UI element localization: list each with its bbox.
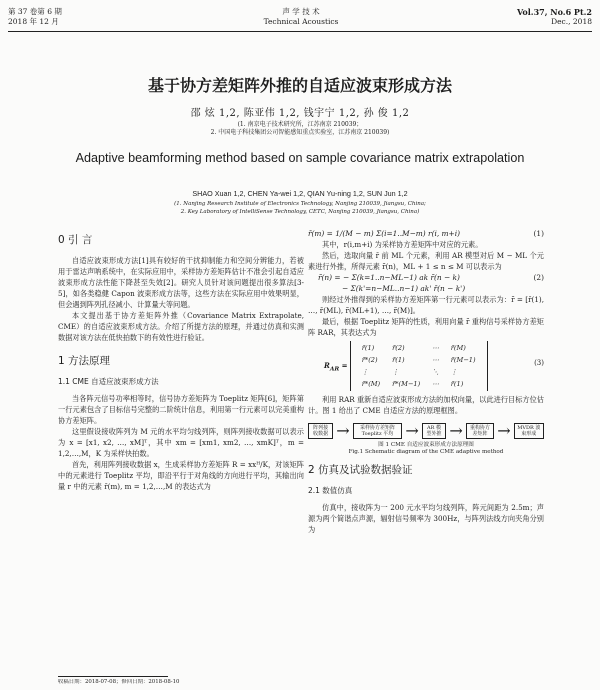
right-paragraph-5: 利用 RAR 重新自适应波束形成方法的加权向量，以此进行目标方位估计。图 1 给出了 CME 自适应方法的原理框图。 <box>308 395 544 415</box>
equation-2 <box>308 272 544 283</box>
figure-caption-cn: 图 1 CME 自适应波束形成方法原理图 <box>378 442 474 448</box>
journal-cn: 声 学 技 术 <box>282 7 320 16</box>
intro-paragraph-1: 自适应波束形成方法[1]具有较好的干扰抑制能力和空间分辨能力，若被用于雷达声呐系统中，在实际应用中，采样协方差矩阵估计不准会引起自适应波束形成方法性能下降甚至失效[2]。研究人员针对该问题提出很多算法[3-5]，如各类稳健 Capon 波束形成方法等，这些方法在实际应用中效果明显，但会遇到阵列孔径减小、计算量大等问题。 <box>58 256 304 309</box>
equation-3-number: (3) <box>534 359 544 367</box>
toeplitz-matrix: r̃(1) r̃(2) ⋯ r̃(M) r̃*(2) r̃(1) ⋯ r̃(M−1) ⋮ ⋮ ⋱ ⋮ r̃*(M) r̃*(M−1) ⋯ r̃(1) <box>350 341 488 391</box>
volume-cn: 第 37 卷第 6 期 <box>8 7 62 16</box>
equation-1-body: r̄(m) = 1/(M − m) Σ(i=1..M−m) r(i, m+i) <box>308 229 460 238</box>
subsection-heading-cme: 1.1 CME 自适应波束形成方法 <box>58 377 159 386</box>
left-column <box>58 228 304 492</box>
arrow-icon: → <box>336 421 350 440</box>
header-right <box>517 7 592 27</box>
affiliation-en-2: 2. Key Laboratory of IntelliSense Technology, CETC, Nanjing 210039, Jiangsu, China) <box>180 209 420 215</box>
figure-caption-en: Fig.1 Schematic diagram of the CME adaptive method <box>348 449 504 455</box>
footnote-rule <box>58 676 168 677</box>
affiliation-cn-2: 2. 中国电子科技集团公司智能感知重点实验室，江苏南京 210039) <box>210 129 390 136</box>
footnote <box>58 679 304 686</box>
method-paragraph-2: 这里假设接收阵列为 M 元的水平均匀线列阵，则阵列接收数据可以表示为 x = [x1, x2, …, xM]ᵀ，其中 xm = [xm1, xm2, …, xmK]ᵀ，m = 1,2,…,M，K 为采样快拍数。 <box>58 427 304 458</box>
header-left <box>8 7 62 27</box>
fig-box-input: 阵列接收数据 <box>308 423 333 439</box>
equation-2-number: (2) <box>533 273 544 282</box>
method-paragraph-1: 当各阵元信号功率相等时，信号协方差矩阵为 Toeplitz 矩阵[6]，矩阵第一行元素包含了目标信号完整的二阶统计信息，利用第一行元素可以完美重构协方差矩阵。 <box>58 394 304 425</box>
equation-2-line-2: − Σ(k'=n−ML..n−1) ak' r̄(n − k') <box>342 284 466 293</box>
header-rule <box>8 31 592 32</box>
figure-1-diagram <box>308 421 544 440</box>
arrow-icon: → <box>405 421 419 440</box>
equation-3-lhs: $R_{AR}$ = <box>324 361 348 373</box>
subsection-heading-numerical: 2.1 数值仿真 <box>308 486 353 495</box>
arrow-icon: → <box>449 421 463 440</box>
intro-paragraph-2: 本文提出基于协方差矩阵外推（Covariance Matrix Extrapolate, CME）的自适应波束形成方法。介绍了所提方法的原理，并通过仿真和实测数据对该方法在低快拍数下的有效性进行验证。 <box>58 311 304 342</box>
affiliations-cn <box>0 121 600 137</box>
simulation-paragraph-1: 仿真中，接收阵为一 200 元水平均匀线列阵，阵元间距为 2.5m；声源为两个简谐点声源，辐射信号频率为 300Hz，与阵列法线方向夹角分别为 <box>308 503 544 534</box>
equation-1-number: (1) <box>533 229 544 238</box>
right-paragraph-3: 则经过外推得到的采样协方差矩阵第一行元素可以表示为：r̃ = [r̄(1), …, r̄(ML), r̃(ML+1), …, r̃(M)]。 <box>308 295 544 315</box>
right-paragraph-1: 其中，r(i,m+i) 为采样协方差矩阵中对应的元素。 <box>322 240 483 249</box>
right-paragraph-4: 最后，根据 Toeplitz 矩阵的性质，利用向量 r̃ 重构信号采样协方差矩阵 RAR，其表达式为 <box>308 317 544 337</box>
section-heading-intro: 0 引 言 <box>58 234 93 246</box>
fig-box-mvdr: MVDR 波束形成 <box>514 423 544 439</box>
title-cn: 基于协方差矩阵外推的自适应波束形成方法 <box>147 76 452 95</box>
figure-1-caption <box>308 442 544 456</box>
right-paragraph-2: 然后，选取向量 r̄ 前 ML 个元素，利用 AR 模型对后 M − ML 个元素进行外推，所得元素 r̃(n)，ML + 1 ≤ n ≤ M 可以表示为 <box>308 251 544 271</box>
fig-box-ar: AR 模型外推 <box>422 423 447 439</box>
date-en: Dec., 2018 <box>551 17 592 26</box>
arrow-icon: → <box>497 421 511 440</box>
volume-en: Vol.37, No.6 Pt.2 <box>516 7 592 17</box>
journal-en: Technical Acoustics <box>263 17 339 26</box>
equation-1 <box>308 228 544 239</box>
equation-2-line-1: r̃(n) = − Σ(k=1..n−ML−1) ak r̃(n − k) <box>318 273 460 282</box>
right-column <box>308 228 544 535</box>
affiliations-en <box>0 200 600 216</box>
section-heading-simulation: 2 仿真及试验数据验证 <box>308 464 413 476</box>
footnote-dates: 收稿日期：2018-07-08；修回日期：2018-08-10 <box>58 679 180 685</box>
fig-box-reconstruct: 重构协方差矩阵 <box>466 423 494 439</box>
equation-3 <box>324 341 544 391</box>
header-journal <box>226 7 376 27</box>
fig-box-toeplitz: 采样协方差矩阵 Toeplitz 平均 <box>353 423 403 439</box>
date-cn: 2018 年 12 月 <box>8 17 59 26</box>
authors-en: SHAO Xuan 1,2, CHEN Ya-wei 1,2, QIAN Yu-ning 1,2, SUN Jun 1,2 <box>192 189 408 198</box>
affiliation-en-1: (1. Nanjing Research Institute of Electronics Technology, Nanjing 210039, Jiangsu, China; <box>174 201 426 207</box>
affiliation-cn-1: (1. 南京电子技术研究所，江苏南京 210039； <box>237 121 363 128</box>
authors-cn: 邵 炫 1,2, 陈亚伟 1,2, 钱宇宁 1,2, 孙 俊 1,2 <box>190 108 410 119</box>
section-heading-method: 1 方法原理 <box>58 355 111 367</box>
method-paragraph-3: 首先，利用阵列接收数据 x，生成采样协方差矩阵 R = xxᴴ/K，对该矩阵中的元素进行 Toeplitz 平均，即沿平行于对角线的方向进行平均，其输出向量 r 中的元素 r̄(m), m = 1,2,…,M 的表达式为 <box>58 460 304 491</box>
title-en: Adaptive beamforming method based on sample covariance matrix extrapolation <box>75 151 525 165</box>
